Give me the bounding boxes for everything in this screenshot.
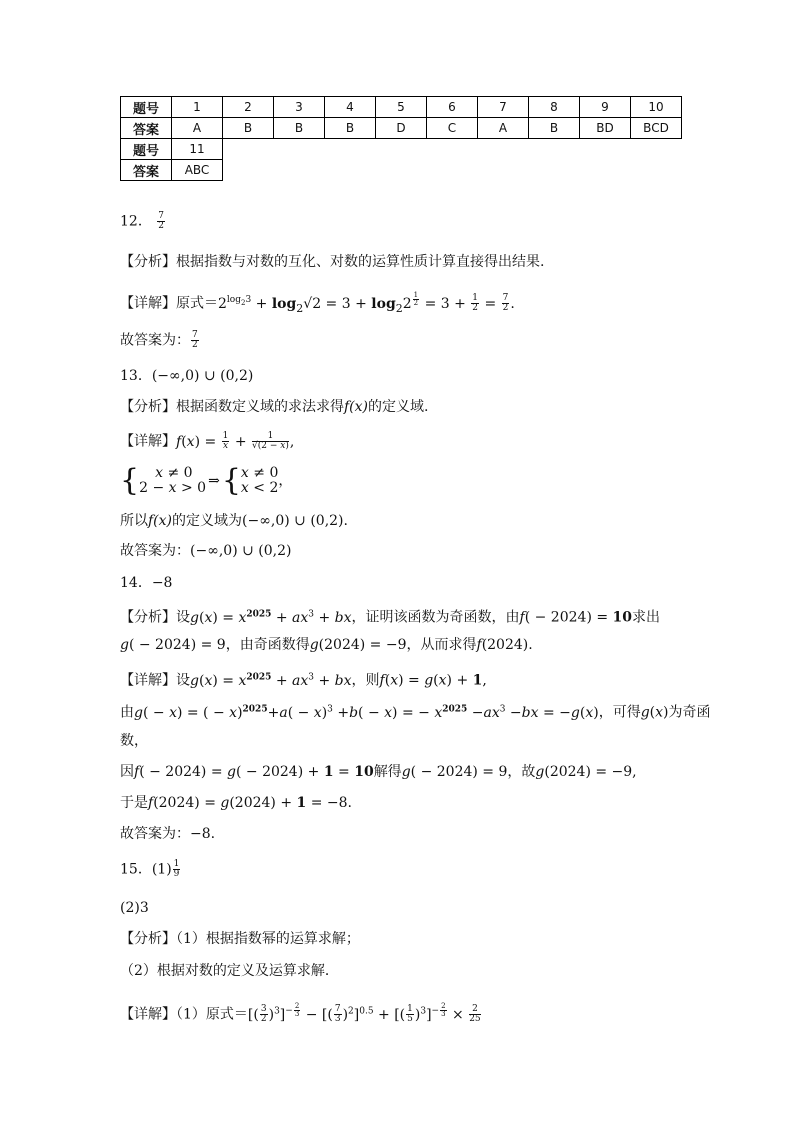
table-cell: 2	[223, 97, 274, 118]
table-cell: 8	[529, 97, 580, 118]
formula: { x ≠ 0 2 − x > 0 ⇒ { x ≠ 0 x < 2 ，	[120, 463, 293, 498]
q13-detail	[120, 432, 294, 451]
q12-detail: 【详解】原式$=2^{log_23} + \log_2√2 = 3 + \log_22$ $^{\frac{1}{2}}$ = 3 + $\frac{1}{2}$ = $\frac{7}{2}$ .	[120, 291, 515, 315]
table-cell: BD	[580, 118, 631, 139]
q13-conclusion: 所以f(x)的定义域为(−∞,0) ∪ (0,2).	[120, 513, 348, 529]
formula: $g(x) = x^{2025} + ax^3$ + bx	[190, 672, 352, 689]
table-cell: ABC	[172, 160, 223, 181]
answer-text: (−∞,0) ∪ (0,2)	[151, 368, 254, 384]
table-cell: A	[172, 118, 223, 139]
answer-label: 答案	[121, 118, 172, 139]
table-cell: 11	[172, 139, 223, 160]
answer-label: 答案	[121, 160, 172, 181]
header-label: 题号	[121, 139, 172, 160]
q14-final: 故答案为：−8.	[120, 826, 216, 842]
analysis-tag: 【分析】	[120, 931, 176, 947]
q13-analysis: 【分析】根据函数定义域的求法求得f(x)的定义域.	[120, 399, 429, 415]
fraction: $\frac{7}{2}$	[192, 330, 198, 350]
answer-table	[120, 96, 682, 181]
fraction: $\frac{1}{9}$	[173, 859, 180, 879]
table-cell: B	[529, 118, 580, 139]
detail-tag: 【详解】	[120, 433, 176, 450]
formula: g(2024) = −9,	[535, 764, 637, 780]
q14-detail-5: 于是f(2024) = g(2024) + 1 = −8.	[120, 795, 352, 811]
table-cell: D	[376, 118, 427, 139]
table-row-numbers	[121, 97, 682, 118]
q15-analysis-2: （2）根据对数的定义及运算求解．	[120, 963, 339, 979]
table-cell: C	[427, 118, 478, 139]
q14-answer-line	[120, 574, 172, 592]
analysis-text: 根据指数与对数的互化、对数的运算性质计算直接得出结果.	[176, 254, 545, 270]
question-number: 15．	[120, 861, 152, 878]
table-cell: 4	[325, 97, 376, 118]
table-cell: BCD	[631, 118, 682, 139]
table-cell: A	[478, 118, 529, 139]
table-row-numbers-2	[121, 139, 682, 160]
analysis-tag: 【分析】	[120, 254, 176, 270]
formula: g( − 2024) = 9	[401, 764, 508, 780]
formula: $g(x) = x^{2025} + ax^3$ + bx	[190, 609, 352, 626]
q14-detail-2: 由g( − x) = ( − $x)^{2025}+a( - x)^3 +b( - x)$ = − $x^{2025} -ax^3 -bx = -g(x)$，可得g(x)为奇函	[120, 704, 711, 721]
question-number: 14．	[120, 575, 152, 591]
detail-tag: 【详解】	[120, 1006, 176, 1023]
q14-detail-4: 因f( − 2024) = g( − 2024) + 1 = 10解得g( − 2024) = 9，故g(2024) = −9,	[120, 764, 637, 780]
table-cell: 3	[274, 97, 325, 118]
header-label: 题号	[121, 97, 172, 118]
q14-detail-1: 【详解】设$g(x) = x^{2025} + ax^3$ + bx，则f(x) = g(x) + 1,	[120, 672, 487, 689]
question-number: 12．	[120, 213, 152, 230]
q12-final	[120, 331, 200, 350]
table-cell: 5	[376, 97, 427, 118]
table-cell: 7	[478, 97, 529, 118]
q14-analysis-1: 【分析】设$g(x) = x^{2025} + ax^3$ + bx，证明该函数为奇函数，由f( − 2024) = 10求出	[120, 609, 661, 626]
q13-final: 故答案为：(−∞,0) ∪ (0,2)	[120, 543, 292, 559]
table-row-answers-2	[121, 160, 682, 181]
table-row-answers	[121, 118, 682, 139]
analysis-tag: 【分析】	[120, 399, 176, 415]
final-label: 故答案为：	[120, 826, 190, 842]
table-cell: 9	[580, 97, 631, 118]
detail-tag: 【详解】	[120, 672, 176, 689]
question-number: 13．	[120, 368, 152, 384]
formula: [( $\frac{3}{2}$ )$^3$]$^{- \frac{2}{3}}$ − [( $\frac{7}{3}$ )$^2$]$^{0.5}$ + [( $\frac{1}{5}$ )$^3$]$^{- \frac{2}{3}}$ × $\frac{2}{25}$	[247, 1002, 481, 1025]
formula: f( − 2024) = g( − 2024) + 1 = 10	[134, 764, 374, 780]
final-label: 故答案为：	[120, 332, 190, 349]
table-cell: 6	[427, 97, 478, 118]
formula: f(x) = g(x) + 1,	[379, 672, 487, 689]
detail-tag: 【详解】	[120, 295, 176, 312]
final-label: 故答案为：	[120, 543, 190, 559]
formula: f( − 2024) = 10	[519, 609, 633, 626]
formula: g(2024) = −9	[309, 637, 407, 653]
q15-answer-line-2: (2)3	[120, 900, 149, 916]
q12-analysis	[120, 253, 544, 271]
q15-analysis-1: 【分析】（1）根据指数幂的运算求解；	[120, 931, 360, 947]
formula: g( − x) = ( − $x)^{2025}+a( - x)^3 +b( - x)$ = − $x^{2025} -ax^3 -bx = -g(x)$	[134, 704, 599, 721]
table-cell: 1	[172, 97, 223, 118]
q13-answer-line	[120, 367, 253, 385]
q14-analysis-2: g( − 2024) = 9，由奇函数得g(2024) = −9，从而求得f(2024).	[120, 637, 533, 653]
formula: f(2024) = g(2024) + 1 = −8.	[148, 795, 352, 811]
formula: $2^{log_23} + \log_2√2 = 3 + \log_22$ $^{\frac{1}{2}}$ = 3 + $\frac{1}{2}$ = $\frac{7}{2}$ .	[218, 291, 515, 315]
q13-system	[120, 463, 293, 498]
table-cell: B	[274, 118, 325, 139]
q15-answer-line-1: 15．(1) $\frac{1}{9}$	[120, 859, 180, 879]
table-cell: 10	[631, 97, 682, 118]
formula: g( − 2024) = 9	[120, 637, 226, 653]
table-cell: B	[325, 118, 376, 139]
table-cell: B	[223, 118, 274, 139]
q12-answer-line	[120, 212, 166, 231]
fraction: $\frac{7}{2}$	[158, 211, 165, 231]
formula: f(x) = $\frac{1}{x}$ + $\frac{1}{√(2 - x)}$ ,	[176, 431, 295, 451]
q14-detail-3: 数，	[120, 733, 148, 749]
q15-detail-1: 【详解】（1）原式＝[( $\frac{3}{2}$ )$^3$]$^{- \frac{2}{3}}$ − [( $\frac{7}{3}$ )$^2$]$^{0.5}$ + [( $\frac{1}{5}$ )$^3$]$^{- \frac{2}{3}}$ × $\frac{2}{25}$	[120, 1002, 481, 1025]
formula: f(2024).	[476, 637, 533, 653]
answer-text: −8	[151, 575, 173, 591]
analysis-tag: 【分析】	[120, 609, 176, 626]
